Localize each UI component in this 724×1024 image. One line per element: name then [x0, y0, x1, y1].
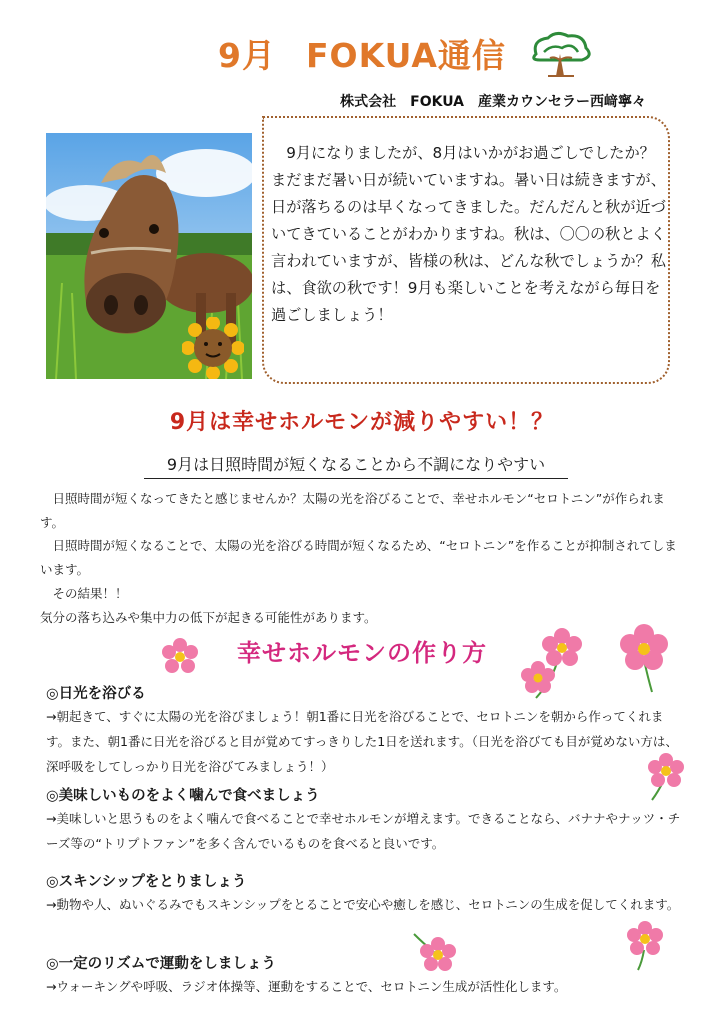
horse-photo — [46, 133, 252, 379]
section1-body — [40, 487, 684, 629]
section1-paragraph: その結果！！ — [40, 585, 128, 601]
tip-body-exercise: →ウォーキングや呼吸、ラジオ体操等、運動をすることで、セロトニン生成が活性化します。 — [46, 979, 567, 994]
cosmos-flower-icon — [410, 932, 458, 976]
cosmos-flower-icon — [618, 624, 670, 694]
section1-paragraph: 日照時間が短くなることで、太陽の光を浴びる時間が短くなるため、“セロトニン”を作ることが抑制されてしまいます。 — [40, 538, 677, 578]
page-title — [0, 30, 724, 77]
cosmos-flower-icon — [644, 752, 684, 802]
section2-heading: 幸せホルモンの作り方 — [237, 639, 487, 667]
tip-title-sunlight: ◎日光を浴びる — [46, 686, 146, 702]
tip-title-skinship: ◎スキンシップをとりましょう — [46, 874, 247, 890]
tip-title-food: ◎美味しいものをよく噛んで食べましょう — [46, 788, 320, 804]
tree-logo-icon — [526, 30, 596, 80]
cosmos-flower-icon — [160, 637, 200, 677]
section1-paragraph: 日照時間が短くなってきたと感じませんか？太陽の光を浴びることで、幸せホルモン“セロトニン”が作られます。 — [40, 491, 665, 530]
tip-body-sunlight: →朝起きて、すぐに太陽の光を浴びましょう！朝1番に日光を浴びることで、セロトニンを朝から作ってくれます。また、朝1番に日光を浴びると目が覚めてすっきりした1日を送れます。（日光を浴びても目が覚めない方は、深呼吸をしてしっかり日光を浴びてみましょう！） — [46, 709, 678, 774]
title-month: 9月 — [218, 36, 277, 75]
section1-subheading: 9月は日照時間が短くなることから不調になりやすい — [144, 452, 568, 479]
tip-body-food: →美味しいと思うものをよく噛んで食べることで幸せホルモンが増えます。できることなら、バナナやナッツ・チーズ等の“トリプトファン”を多く含んでいるものを食べると良いです。 — [46, 811, 681, 851]
cosmos-flower-icon — [624, 920, 666, 972]
tip-body-skinship: →動物や人、ぬいぐるみでもスキンシップをとることで安心や癒しを感じ、セロトニンの生成を促してくれます。 — [46, 897, 680, 912]
sunflower-character-icon — [182, 317, 244, 379]
tip-title-exercise: ◎一定のリズムで運動をしましょう — [46, 956, 276, 972]
section1-paragraph: 気分の落ち込みや集中力の低下が起きる可能性があります。 — [40, 609, 377, 625]
author-line: 株式会社 FOKUA 産業カウンセラー西﨑寧々 — [340, 94, 646, 110]
cosmos-flower-icon — [518, 628, 582, 702]
section1-heading: 9月は幸せホルモンが減りやすい！？ — [169, 410, 555, 435]
title-name: FOKUA通信 — [306, 36, 506, 75]
greeting-text: 9月になりましたが、8月はいかがお過ごしでしたか？まだまだ暑い日が続いていますね。暑い日は続きますが、日が落ちるのは早くなってきました。だんだんと秋が近づいてきていることがわかりますね。秋は、〇〇の秋とよく言われていますが、皆様の秋は、どんな秋でしょうか？私は、食欲の秋です！9月も楽しいことを考えながら毎日を過ごしましょう！ — [271, 144, 666, 324]
